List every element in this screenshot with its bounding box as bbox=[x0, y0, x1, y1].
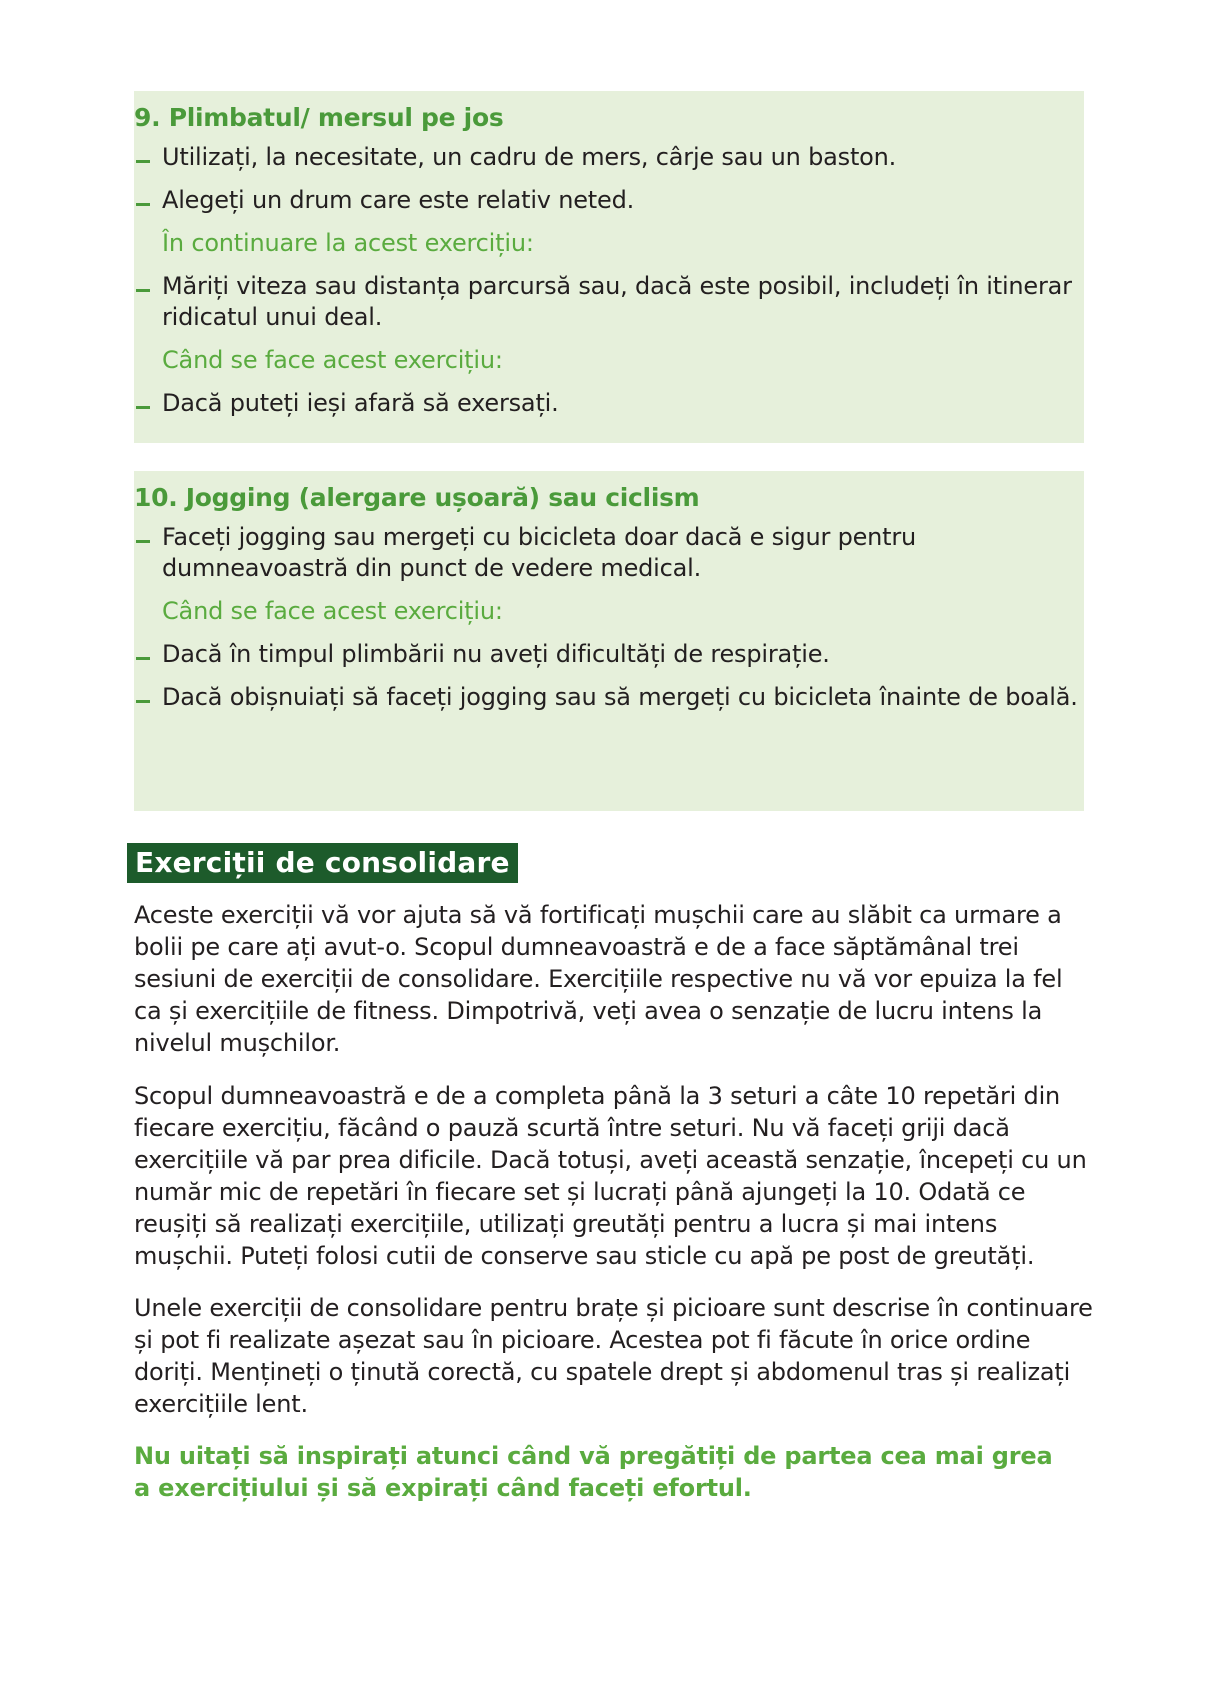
list-item bbox=[134, 522, 1084, 584]
dash-bullet-icon bbox=[136, 160, 150, 163]
dash-bullet-icon bbox=[136, 657, 150, 660]
dash-bullet-icon bbox=[136, 203, 150, 206]
list-item bbox=[134, 185, 1084, 216]
exercise-number: 10. bbox=[134, 483, 178, 512]
highlight-note: Nu uitați să inspirați atunci când vă pregătiți de partea cea mai grea a exercițiului și să expirați când faceți efortul. bbox=[134, 1442, 1053, 1502]
sub-heading: Când se face acest exercițiu: bbox=[162, 597, 503, 625]
list-item-text: Dacă obișnuiați să faceți jogging sau să mergeți cu bicicleta înainte de boală. bbox=[162, 683, 1078, 711]
dash-bullet-icon bbox=[136, 289, 150, 292]
exercise-box-walking bbox=[134, 91, 1084, 443]
paragraph: Scopul dumneavoastră e de a completa până la 3 seturi a câte 10 repetări din fiecare exercițiu, făcând o pauză scurtă între seturi. Nu vă faceți griji dacă exercițiile vă par prea dificile. Dacă totuși, aveți această senzație, începeți cu un număr mic de repetări în fiecare set și lucrați până ajungeți la 10. Odată ce reușiți să realizați exercițiile, utilizați greutăți pentru a lucra și mai intens mușchii. Puteți folosi cutii de conserve sau sticle cu apă pe post de greutăți. bbox=[134, 1082, 1087, 1270]
list-item-text: Faceți jogging sau mergeți cu bicicleta doar dacă e sigur pentru dumneavoastră din punct de vedere medical. bbox=[162, 523, 917, 582]
dash-bullet-icon bbox=[136, 406, 150, 409]
sub-heading: Când se face acest exercițiu: bbox=[162, 346, 503, 374]
list-item-text: Utilizați, la necesitate, un cadru de mers, cârje sau un baston. bbox=[162, 143, 897, 171]
list-item-text: Măriți viteza sau distanța parcursă sau, dacă este posibil, includeți în itinerar ridicatul unui deal. bbox=[162, 272, 1072, 331]
sub-heading: În continuare la acest exercițiu: bbox=[162, 229, 534, 257]
list-item-text: Dacă în timpul plimbării nu aveți dificultăți de respirație. bbox=[162, 640, 830, 668]
list-item bbox=[134, 682, 1084, 713]
paragraph: Unele exerciții de consolidare pentru brațe și picioare sunt descrise în continuare și pot fi realizate așezat sau în picioare. Acestea pot fi făcute în orice ordine doriți. Mențineți o ținută corectă, cu spatele drept și abdomenul tras și realizați exercițiile lent. bbox=[134, 1294, 1093, 1418]
exercise-box-jogging bbox=[134, 471, 1084, 811]
exercise-title-text: Jogging (alergare ușoară) sau ciclism bbox=[185, 483, 700, 512]
section-heading: Exerciții de consolidare bbox=[127, 843, 518, 883]
list-item-text: Dacă puteți ieși afară să exersați. bbox=[162, 389, 559, 417]
list-item bbox=[134, 271, 1084, 333]
list-item bbox=[134, 142, 1084, 173]
exercise-title bbox=[134, 483, 1084, 513]
exercise-title bbox=[134, 103, 1084, 133]
list-item bbox=[134, 388, 1084, 419]
exercise-number: 9. bbox=[134, 103, 161, 132]
list-item bbox=[134, 639, 1084, 670]
exercise-title-text: Plimbatul/ mersul pe jos bbox=[168, 103, 504, 132]
paragraph: Aceste exerciții vă vor ajuta să vă fortificați mușchii care au slăbit ca urmare a bolii pe care ați avut-o. Scopul dumneavoastră e de a face săptămânal trei sesiuni de exerciții de consolidare. Exercițiile respective nu vă vor epuiza la fel ca și exercițiile de fitness. Dimpotrivă, veți avea o senzație de lucru intens la nivelul mușchilor. bbox=[134, 901, 1063, 1057]
dash-bullet-icon bbox=[136, 540, 150, 543]
dash-bullet-icon bbox=[136, 700, 150, 703]
list-item-text: Alegeți un drum care este relativ neted. bbox=[162, 186, 635, 214]
